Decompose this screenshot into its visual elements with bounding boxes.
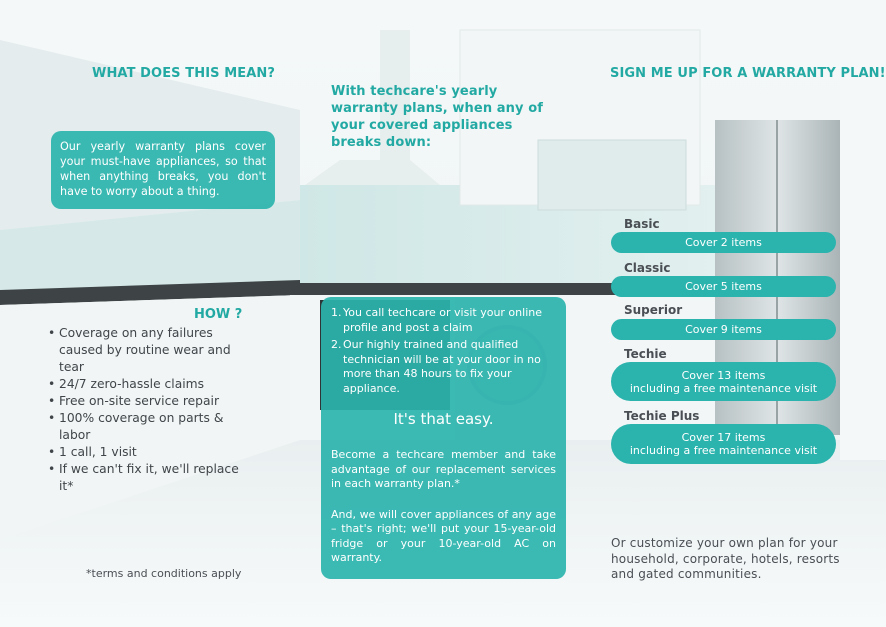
list-item: • 24/7 zero-hassle claims [48, 376, 248, 393]
plan-techie-cover: Cover 13 items [681, 368, 766, 382]
plan-techie-plus-extra: including a free maintenance visit [629, 444, 818, 457]
list-item: • Coverage on any failures caused by routine wear and tear [48, 325, 248, 376]
plan-techie-plus-button[interactable] [611, 424, 836, 464]
plan-basic-label: Basic [624, 217, 660, 231]
sign-up-heading: SIGN ME UP FOR A WARRANTY PLAN! [610, 66, 886, 81]
plan-techie-extra: including a free maintenance visit [629, 381, 818, 395]
step-text: You call techcare or visit your online profile and post a claim [343, 306, 542, 334]
step-item [331, 338, 556, 396]
easy-text: It's that easy. [393, 410, 494, 428]
list-item: • 1 call, 1 visit [48, 444, 248, 461]
customize-plan-text: Or customize your own plan for your household, corporate, hotels, resorts and gated communities. [611, 536, 840, 581]
plan-superior-button[interactable] [611, 319, 836, 340]
plan-techie-plus-label: Techie Plus [624, 409, 700, 423]
member-text: Become a techcare member and take advantage of our replacement services in each warranty plan.* [331, 448, 556, 490]
steps-list [331, 306, 556, 396]
plan-classic-cover: Cover 5 items [685, 280, 762, 293]
what-explanation-text: Our yearly warranty plans cover your must-have appliances, so that when anything breaks, you don't have to worry about a thing. [60, 140, 266, 198]
how-title: HOW ? [194, 307, 243, 322]
list-item: • 100% coverage on parts & labor [48, 410, 248, 444]
step-number: 2. [331, 338, 342, 351]
plan-classic-label: Classic [624, 261, 671, 275]
what-explanation-box [51, 131, 275, 209]
plan-techie-button[interactable] [611, 362, 836, 401]
plan-basic-button[interactable] [611, 232, 836, 253]
intro-heading: With techcare's yearly warranty plans, when any of your covered appliances breaks down: [331, 84, 544, 150]
terms-note: *terms and conditions apply [86, 567, 242, 580]
step-text: Our highly trained and qualified technician will be at your door in no more than 48 hours to fix your appliance. [343, 338, 541, 395]
step-number: 1. [331, 306, 342, 319]
what-does-this-mean-heading: WHAT DOES THIS MEAN? [92, 66, 276, 81]
plan-techie-plus-cover: Cover 17 items [681, 431, 766, 444]
list-item: • If we can't fix it, we'll replace it* [48, 461, 248, 495]
plan-superior-cover: Cover 9 items [685, 323, 762, 336]
plan-superior-label: Superior [624, 303, 683, 317]
step-item [331, 306, 556, 335]
how-benefits-list [48, 325, 248, 495]
steps-box [321, 297, 566, 579]
list-item: • Free on-site service repair [48, 393, 248, 410]
plan-classic-button[interactable] [611, 276, 836, 297]
any-age-text: And, we will cover appliances of any age – that's right; we'll put your 15-year-old fridge or your 10-year-old AC on warranty. [331, 507, 556, 564]
plan-basic-cover: Cover 2 items [685, 236, 762, 249]
plan-techie-label: Techie [624, 347, 667, 361]
